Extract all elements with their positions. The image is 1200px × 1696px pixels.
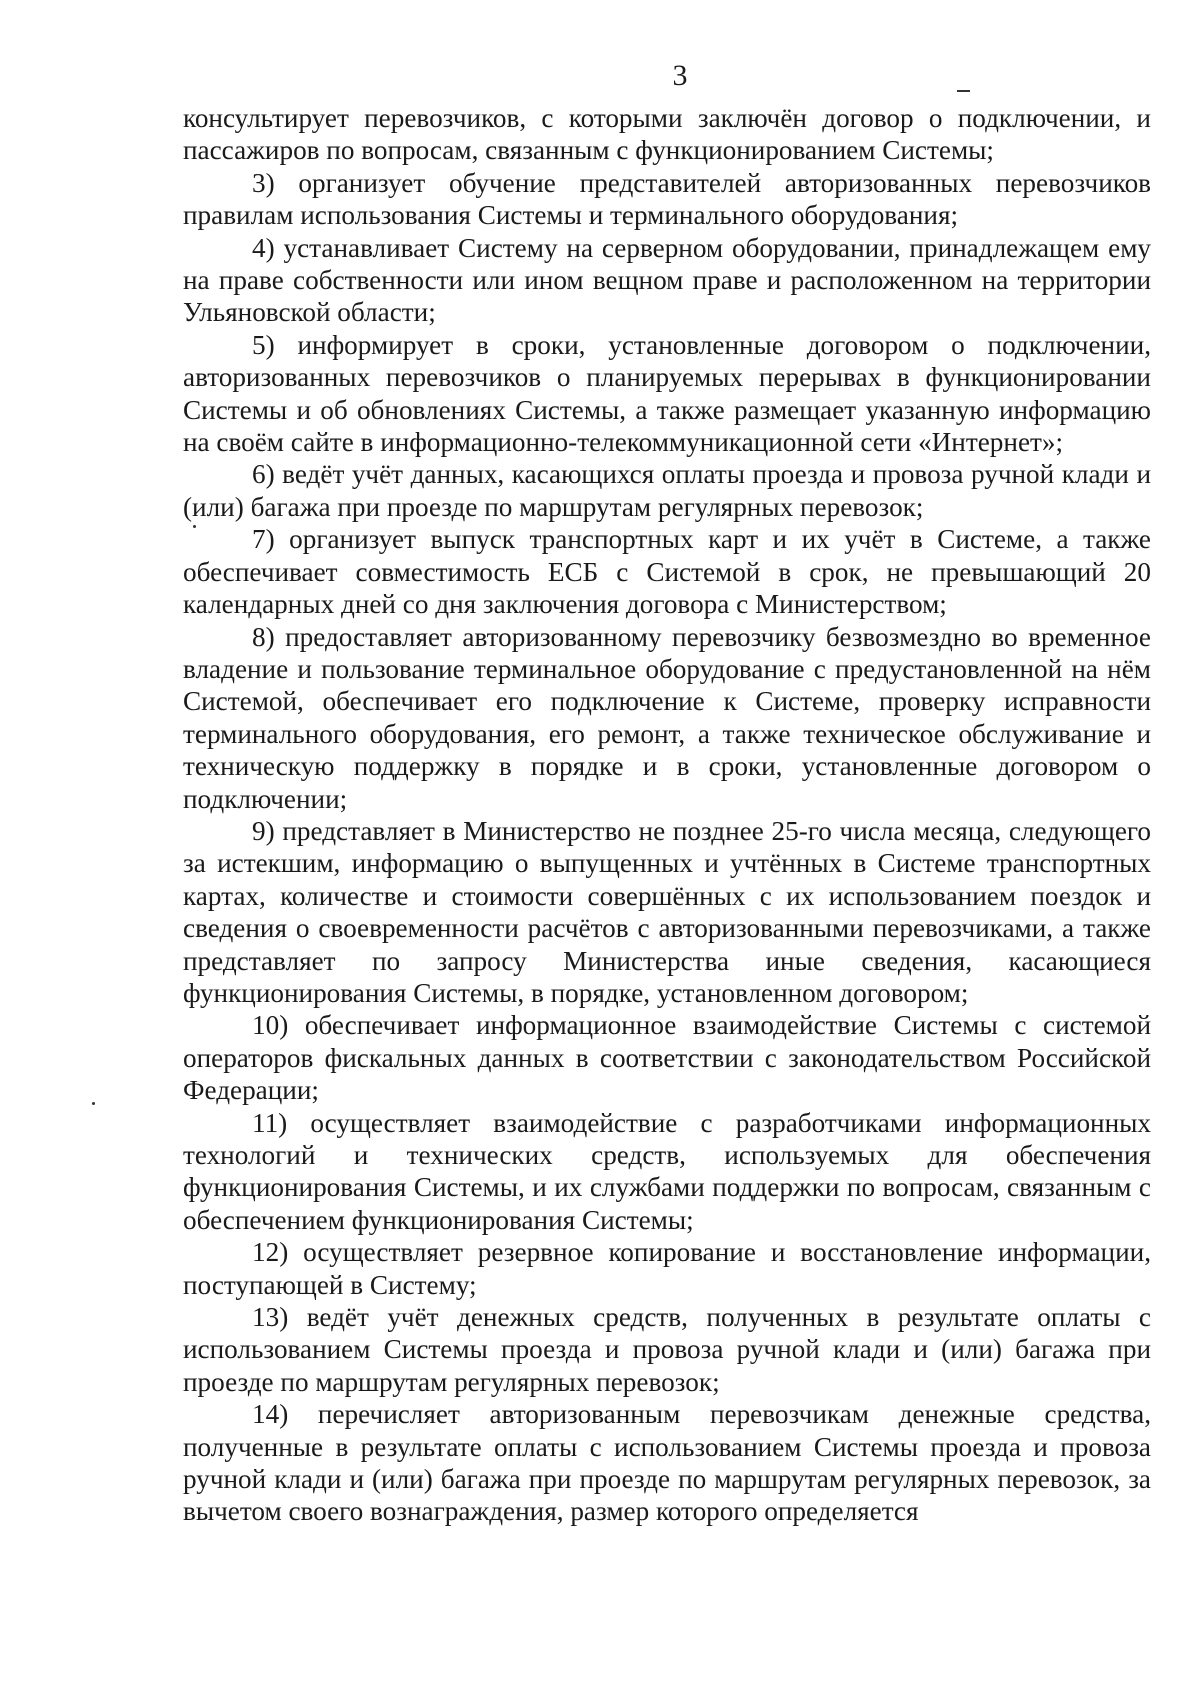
page-number: 3: [672, 59, 688, 92]
document-body: [183, 102, 1151, 1528]
paragraph: 3) организует обучение представителей авторизованных перевозчиков правилам использования Системы и терминального оборудования;: [183, 167, 1151, 231]
paragraph: 10) обеспечивает информационное взаимодействие Системы с системой операторов фискальных данных в соответствии с законодательством Российской Федерации;: [183, 1010, 1151, 1106]
paragraph: 4) устанавливает Систему на серверном оборудовании, принадлежащем ему на праве собственности или ином вещном праве и расположенном на территории Ульяновской области;: [183, 232, 1151, 328]
scan-dash-mark: [957, 90, 970, 92]
paragraph: 11) осуществляет взаимодействие с разработчиками информационных технологий и технических средств, используемых для обеспечения функционирования Системы, и их службами поддержки по вопросам, связанным с обеспечением функционирования Системы;: [183, 1107, 1151, 1235]
paragraph: 8) предоставляет авторизованному перевозчику безвозмездно во временное владение и пользование терминальное оборудование с предустановленной на нём Системой, обеспечивает его подключение к Системе, проверку исправности терминального оборудования, его ремонт, а также техническое обслуживание и техническую поддержку в порядке и в сроки, установленные договором о подключении;: [183, 621, 1151, 814]
paragraph: 12) осуществляет резервное копирование и восстановление информации, поступающей в Систему;: [183, 1237, 1151, 1300]
paragraph: 7) организует выпуск транспортных карт и их учёт в Системе, а также обеспечивает совместимость ЕСБ с Системой в срок, не превышающий 20 календарных дней со дня заключения договора с Министерством;: [183, 524, 1151, 620]
paragraph: консультирует перевозчиков, с которыми заключён договор о подключении, и пассажиров по вопросам, связанным с функционированием Системы;: [183, 103, 1151, 166]
paragraph: 6) ведёт учёт данных, касающихся оплаты проезда и провоза ручной клади и (или) багажа при проезде по маршрутам регулярных перевозок;: [183, 459, 1151, 522]
paragraph: 5) информирует в сроки, установленные договором о подключении, авторизованных перевозчиков о планируемых перерывах в функционировании Системы и об обновлениях Системы, а также размещает указанную информацию на своём сайте в информационно-телекоммуникационной сети «Интернет»;: [183, 329, 1151, 458]
paragraph: 13) ведёт учёт денежных средств, полученных в результате оплаты с использованием Системы проезда и провоза ручной клади и (или) багажа при проезде по маршрутам регулярных перевозок;: [183, 1302, 1151, 1397]
paragraph: 14) перечисляет авторизованным перевозчикам денежные средства, полученные в результате оплаты с использованием Системы проезда и провоза ручной клади и (или) багажа при проезде по маршрутам регулярных перевозок, за вычетом своего вознаграждения, размер которого определяется: [183, 1399, 1151, 1527]
scan-speck-mark: [92, 1102, 95, 1105]
paragraph: 9) представляет в Министерство не позднее 25-го числа месяца, следующего за истекшим, информацию о выпущенных и учтённых в Системе транспортных картах, количестве и стоимости совершённых с их использованием поездок и сведения о своевременности расчётов с авторизованными перевозчиками, а также представляет по запросу Министерства иные сведения, касающиеся функционирования Системы, в порядке, установленном договором;: [183, 815, 1151, 1008]
